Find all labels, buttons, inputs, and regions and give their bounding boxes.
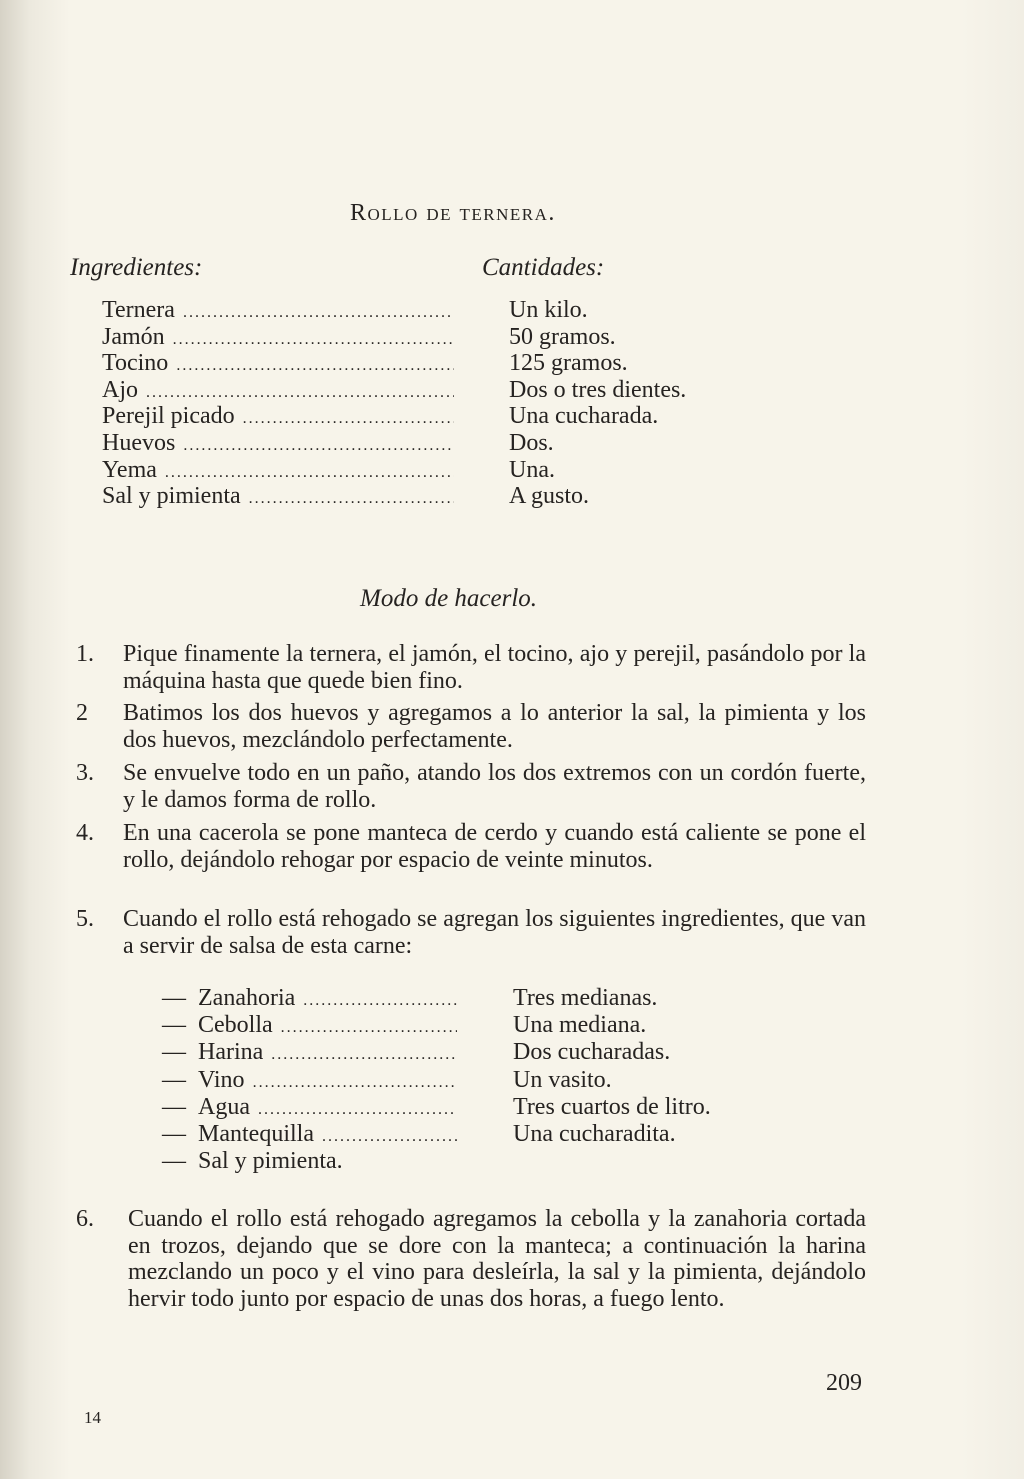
dot-leader <box>176 353 454 380</box>
step-text: Pique finamente la ternera, el jamón, el tocino, ajo y perejil, pasándolo por la máquina hasta que quede bien fino. <box>123 641 866 694</box>
step-4 <box>76 820 866 873</box>
ingredient-name: Sal y pimienta <box>102 483 241 510</box>
step-1 <box>76 641 866 694</box>
sauce-ingredients-list <box>162 985 457 1175</box>
signature-mark: 14 <box>84 1408 101 1427</box>
quantity-value: Una. <box>509 456 555 483</box>
quantity-value: 125 gramos. <box>509 350 628 377</box>
dot-leader <box>322 1123 457 1150</box>
ingredient-row <box>102 377 454 404</box>
ingredient-name: Ternera <box>102 297 175 323</box>
sauce-ingredient-name: Mantequilla <box>198 1120 314 1147</box>
ingredient-row <box>102 324 454 351</box>
step-number: 1. <box>76 641 94 667</box>
dot-leader <box>271 1041 457 1068</box>
dot-leader <box>303 987 457 1014</box>
page-number: 209 <box>826 1370 862 1396</box>
sauce-ingredient-row <box>162 1067 457 1094</box>
sauce-quantity-value: Tres cuartos de litro. <box>513 1093 711 1120</box>
dot-leader <box>243 406 454 433</box>
sauce-ingredient-name: Vino <box>198 1066 245 1093</box>
dash: — <box>162 1093 186 1120</box>
sauce-ingredient-row <box>162 1039 457 1066</box>
step-number: 2 <box>76 700 88 726</box>
dot-leader <box>258 1096 457 1123</box>
sauce-quantity-value: Tres medianas. <box>513 985 658 1011</box>
ingredient-name: Yema <box>102 456 157 483</box>
ingredient-row <box>102 403 454 430</box>
sauce-ingredient-row <box>162 985 457 1012</box>
quantity-value: A gusto. <box>509 483 590 510</box>
ingredient-name: Jamón <box>102 323 165 350</box>
dot-leader <box>165 460 454 487</box>
step-number: 6. <box>76 1206 94 1232</box>
ingredients-header: Ingredientes: <box>70 254 203 281</box>
dot-leader <box>253 1069 457 1096</box>
quantity-value: Dos. <box>509 429 554 456</box>
sauce-ingredient-row <box>162 1094 457 1121</box>
step-text: En una cacerola se pone manteca de cerdo y cuando está caliente se pone el rollo, dejándolo rehogar por espacio de veinte minutos. <box>123 820 866 873</box>
dot-leader <box>173 327 454 354</box>
step-2 <box>76 700 866 753</box>
sauce-ingredient-name: Sal y pimienta. <box>198 1148 343 1175</box>
quantities-list <box>509 297 809 510</box>
sauce-ingredient-name: Zanahoria <box>198 985 296 1011</box>
sauce-quantity-value: Una cucharadita. <box>513 1120 676 1147</box>
dot-leader <box>146 380 454 407</box>
ingredient-name: Ajo <box>102 376 138 403</box>
dash: — <box>162 1120 186 1147</box>
ingredient-name: Perejil picado <box>102 403 235 430</box>
method-title: Modo de hacerlo. <box>360 585 538 612</box>
dot-leader <box>249 486 454 513</box>
quantities-header: Cantidades: <box>482 254 605 281</box>
quantity-value: Una cucharada. <box>509 403 659 430</box>
step-text: Cuando el rollo está rehogado agregamos la cebolla y la zanahoria cortada en trozos, dejando que se dore con la manteca; a continuación la harina mezclando un poco y el vino para desleírla, la sal y la pimienta, dejándolo hervir todo junto por espacio de unas dos horas, a fuego lento. <box>128 1206 866 1312</box>
ingredient-row <box>102 350 454 377</box>
sauce-quantity-value: Dos cucharadas. <box>513 1039 671 1066</box>
dash: — <box>162 985 186 1011</box>
step-3 <box>76 760 866 813</box>
ingredient-row <box>102 297 454 324</box>
dash: — <box>162 1148 186 1175</box>
dash: — <box>162 1066 186 1093</box>
dash: — <box>162 1012 186 1039</box>
dot-leader <box>183 300 454 327</box>
ingredient-name: Tocino <box>102 350 169 377</box>
dot-leader <box>183 433 454 460</box>
ingredient-row <box>102 430 454 457</box>
step-number: 4. <box>76 820 94 846</box>
step-6 <box>76 1206 866 1312</box>
recipe-title: Rollo de ternera. <box>350 200 556 226</box>
sauce-ingredient-name: Agua <box>198 1093 250 1120</box>
ingredients-list <box>102 297 454 510</box>
step-number: 3. <box>76 760 94 786</box>
quantity-value: Dos o tres dientes. <box>509 376 687 403</box>
sauce-quantities-list <box>513 985 813 1148</box>
sauce-quantity-value: Una mediana. <box>513 1012 647 1039</box>
ingredient-name: Huevos <box>102 429 176 456</box>
step-text: Cuando el rollo está rehogado se agregan los siguientes ingredientes, que van a servir de salsa de esta carne: <box>123 906 866 959</box>
sauce-ingredient-row <box>162 1148 457 1175</box>
step-text: Batimos los dos huevos y agregamos a lo anterior la sal, la pimienta y los dos huevos, mezclándolo perfectamente. <box>123 700 866 753</box>
dot-leader <box>281 1014 457 1041</box>
step-number: 5. <box>76 906 94 932</box>
sauce-ingredient-name: Cebolla <box>198 1012 273 1039</box>
dash: — <box>162 1039 186 1066</box>
step-5 <box>76 906 866 959</box>
ingredient-row <box>102 483 454 510</box>
sauce-quantity-value: Un vasito. <box>513 1066 612 1093</box>
sauce-ingredient-name: Harina <box>198 1039 264 1066</box>
quantity-value: Un kilo. <box>509 297 588 323</box>
quantity-value: 50 gramos. <box>509 323 616 350</box>
sauce-ingredient-row <box>162 1012 457 1039</box>
step-text: Se envuelve todo en un paño, atando los dos extremos con un cordón fuerte, y le damos forma de rollo. <box>123 760 866 813</box>
ingredient-row <box>102 457 454 484</box>
sauce-ingredient-row <box>162 1121 457 1148</box>
